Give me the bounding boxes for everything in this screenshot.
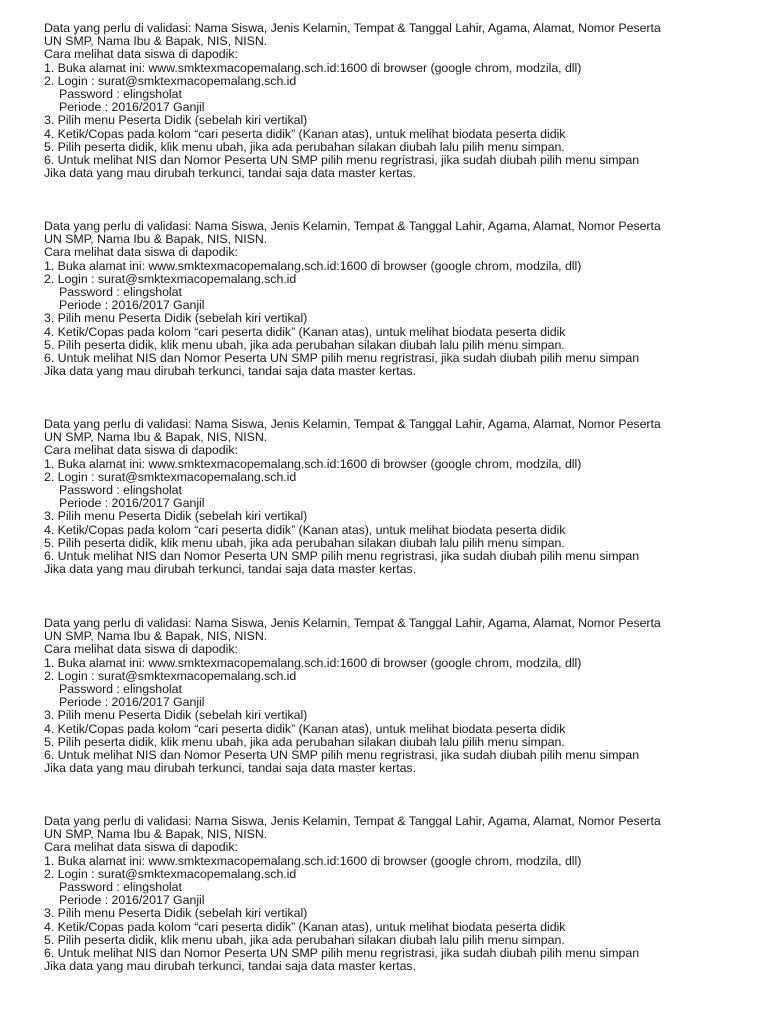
step-item: 5. Pilih peserta didik, klik menu ubah, jika ada perubahan silakan diubah lalu pilih menu simpan. [44, 535, 565, 550]
step-item: 6. Untuk melihat NIS dan Nomor Peserta UN SMP pilih menu regristrasi, jika sudah diubah pilih menu simpan [44, 549, 640, 564]
step-item: 4. Ketik/Copas pada kolom “cari peserta didik” (Kanan atas), untuk melihat biodata peserta didik [44, 126, 566, 141]
intro-line: UN SMP, Nama Ibu & Bapak, NIS, NISN. [44, 232, 268, 247]
step-item: 2. Login : surat@smktexmacopemalang.sch.id [44, 271, 297, 286]
instruction-block [44, 22, 734, 180]
section-heading: Cara melihat data siswa di dapodik: [44, 245, 238, 260]
note-line: Jika data yang mau dirubah terkunci, tandai saja data master kertas. [44, 959, 416, 974]
intro-line: UN SMP, Nama Ibu & Bapak, NIS, NISN. [44, 34, 268, 49]
intro-line: Data yang perlu di validasi: Nama Siswa, Jenis Kelamin, Tempat & Tanggal Lahir, Agama, Alamat, Nomor Peserta [44, 814, 661, 828]
step-item: 2. Login : surat@smktexmacopemalang.sch.id [44, 866, 297, 881]
periode-line: Periode : 2016/2017 Ganjil [59, 496, 205, 511]
instruction-block [44, 418, 734, 576]
step-item: 4. Ketik/Copas pada kolom “cari peserta didik” (Kanan atas), untuk melihat biodata peserta didik [44, 721, 566, 736]
intro-line: Data yang perlu di validasi: Nama Siswa, Jenis Kelamin, Tempat & Tanggal Lahir, Agama, Alamat, Nomor Peserta [44, 417, 661, 431]
note-line: Jika data yang mau dirubah terkunci, tandai saja data master kertas. [44, 166, 416, 181]
note-line: Jika data yang mau dirubah terkunci, tandai saja data master kertas. [44, 562, 416, 577]
instruction-block [44, 617, 734, 775]
instruction-block [44, 815, 734, 973]
step-item: 2. Login : surat@smktexmacopemalang.sch.id [44, 668, 297, 683]
instruction-block [44, 220, 734, 378]
step-item: 3. Pilih menu Peserta Didik (sebelah kiri vertikal) [44, 311, 308, 326]
password-line: Password : elingsholat [59, 682, 182, 697]
note-line: Jika data yang mau dirubah terkunci, tandai saja data master kertas. [44, 761, 416, 776]
note-line: Jika data yang mau dirubah terkunci, tandai saja data master kertas. [44, 364, 416, 379]
step-item: 2. Login : surat@smktexmacopemalang.sch.id [44, 73, 297, 88]
intro-line: UN SMP, Nama Ibu & Bapak, NIS, NISN. [44, 430, 268, 445]
step-item: 3. Pilih menu Peserta Didik (sebelah kiri vertikal) [44, 113, 308, 128]
section-heading: Cara melihat data siswa di dapodik: [44, 642, 238, 657]
intro-line: UN SMP, Nama Ibu & Bapak, NIS, NISN. [44, 629, 268, 644]
step-item: 1. Buka alamat ini: www.smktexmacopemalang.sch.id:1600 di browser (google chrom, modzila, dll) [44, 258, 582, 273]
intro-line: Data yang perlu di validasi: Nama Siswa, Jenis Kelamin, Tempat & Tanggal Lahir, Agama, Alamat, Nomor Peserta [44, 219, 661, 233]
step-item: 2. Login : surat@smktexmacopemalang.sch.id [44, 469, 297, 484]
step-item: 4. Ketik/Copas pada kolom “cari peserta didik” (Kanan atas), untuk melihat biodata peserta didik [44, 919, 566, 934]
intro-line: UN SMP, Nama Ibu & Bapak, NIS, NISN. [44, 827, 268, 842]
step-item: 6. Untuk melihat NIS dan Nomor Peserta UN SMP pilih menu regristrasi, jika sudah diubah pilih menu simpan [44, 153, 640, 168]
step-item: 3. Pilih menu Peserta Didik (sebelah kiri vertikal) [44, 708, 308, 723]
periode-line: Periode : 2016/2017 Ganjil [59, 298, 205, 313]
section-heading: Cara melihat data siswa di dapodik: [44, 443, 238, 458]
step-item: 3. Pilih menu Peserta Didik (sebelah kiri vertikal) [44, 509, 308, 524]
step-item: 6. Untuk melihat NIS dan Nomor Peserta UN SMP pilih menu regristrasi, jika sudah diubah pilih menu simpan [44, 748, 640, 763]
section-heading: Cara melihat data siswa di dapodik: [44, 47, 238, 62]
periode-line: Periode : 2016/2017 Ganjil [59, 893, 205, 908]
password-line: Password : elingsholat [59, 880, 182, 895]
password-line: Password : elingsholat [59, 285, 182, 300]
step-item: 1. Buka alamat ini: www.smktexmacopemalang.sch.id:1600 di browser (google chrom, modzila, dll) [44, 853, 582, 868]
step-item: 4. Ketik/Copas pada kolom “cari peserta didik” (Kanan atas), untuk melihat biodata peserta didik [44, 324, 566, 339]
step-item: 6. Untuk melihat NIS dan Nomor Peserta UN SMP pilih menu regristrasi, jika sudah diubah pilih menu simpan [44, 946, 640, 961]
intro-line: Data yang perlu di validasi: Nama Siswa, Jenis Kelamin, Tempat & Tanggal Lahir, Agama, Alamat, Nomor Peserta [44, 616, 661, 630]
step-item: 1. Buka alamat ini: www.smktexmacopemalang.sch.id:1600 di browser (google chrom, modzila, dll) [44, 60, 582, 75]
step-item: 3. Pilih menu Peserta Didik (sebelah kiri vertikal) [44, 906, 308, 921]
password-line: Password : elingsholat [59, 483, 182, 498]
step-item: 1. Buka alamat ini: www.smktexmacopemalang.sch.id:1600 di browser (google chrom, modzila, dll) [44, 655, 582, 670]
step-item: 5. Pilih peserta didik, klik menu ubah, jika ada perubahan silakan diubah lalu pilih menu simpan. [44, 337, 565, 352]
periode-line: Periode : 2016/2017 Ganjil [59, 695, 205, 710]
step-item: 6. Untuk melihat NIS dan Nomor Peserta UN SMP pilih menu regristrasi, jika sudah diubah pilih menu simpan [44, 351, 640, 366]
step-item: 4. Ketik/Copas pada kolom “cari peserta didik” (Kanan atas), untuk melihat biodata peserta didik [44, 522, 566, 537]
step-item: 5. Pilih peserta didik, klik menu ubah, jika ada perubahan silakan diubah lalu pilih menu simpan. [44, 932, 565, 947]
intro-line: Data yang perlu di validasi: Nama Siswa, Jenis Kelamin, Tempat & Tanggal Lahir, Agama, Alamat, Nomor Peserta [44, 21, 661, 35]
section-heading: Cara melihat data siswa di dapodik: [44, 840, 238, 855]
password-line: Password : elingsholat [59, 87, 182, 102]
step-item: 5. Pilih peserta didik, klik menu ubah, jika ada perubahan silakan diubah lalu pilih menu simpan. [44, 734, 565, 749]
step-item: 5. Pilih peserta didik, klik menu ubah, jika ada perubahan silakan diubah lalu pilih menu simpan. [44, 139, 565, 154]
periode-line: Periode : 2016/2017 Ganjil [59, 100, 205, 115]
step-item: 1. Buka alamat ini: www.smktexmacopemalang.sch.id:1600 di browser (google chrom, modzila, dll) [44, 456, 582, 471]
